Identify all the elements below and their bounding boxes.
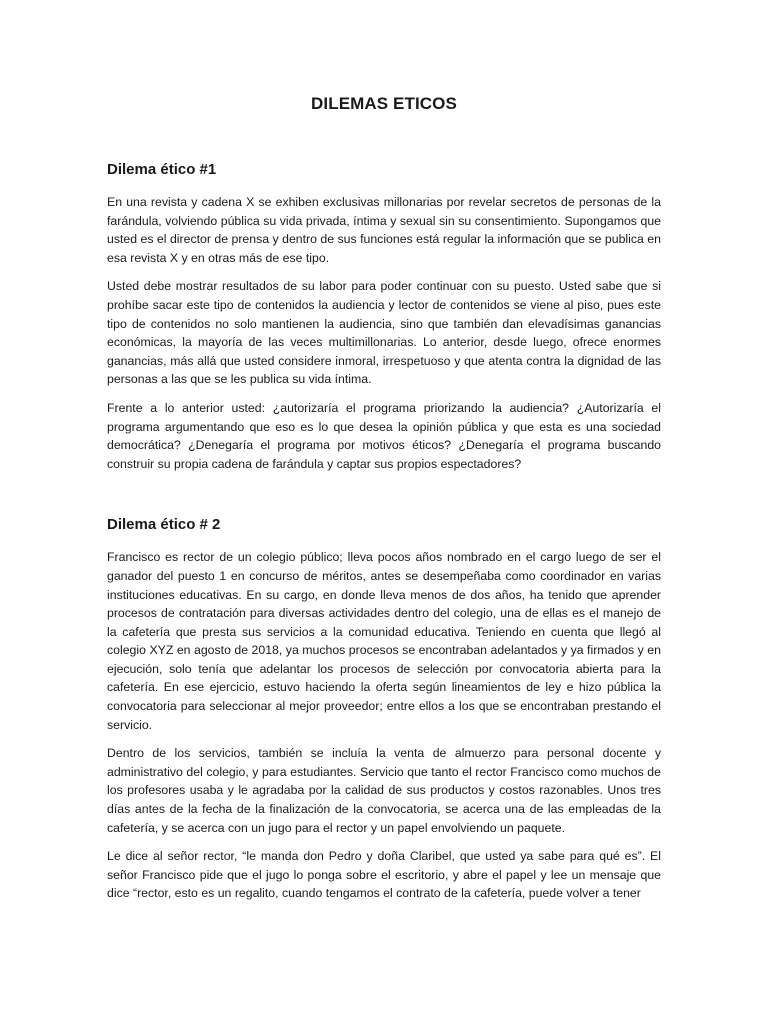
paragraph: Dentro de los servicios, también se incluía la venta de almuerzo para personal docente y administrativo del colegio, y para estudiantes. Servicio que tanto el rector Francisco como muchos de los profesores usaba y le agradaba por la calidad de sus productos y costos razonables. Unos tres días antes de la fecha de la finalización de la convocatoria, se acerca una de las empleadas de la cafetería, y se acerca con un jugo para el rector y un papel envolviendo un paquete. bbox=[107, 746, 661, 835]
paragraph: Frente a lo anterior usted: ¿autorizaría el programa priorizando la audiencia? ¿Autorizaría el programa argumentando que eso es lo que desea la opinión pública y que esta es una sociedad democrática? ¿Denegaría el programa por motivos éticos? ¿Denegaría el programa buscando construir su propia cadena de farándula y captar sus propios espectadores? bbox=[107, 400, 661, 471]
document-title: DILEMAS ETICOS bbox=[311, 94, 457, 113]
document-body bbox=[107, 92, 661, 913]
section-heading: Dilema ético #1 bbox=[107, 161, 217, 178]
paragraph: Usted debe mostrar resultados de su labor para poder continuar con su puesto. Usted sabe que si prohíbe sacar este tipo de contenidos la audiencia y lector de contenidos se viene al piso, pues este tipo de contenidos no solo mantienen la audiencia, sino que también dan elevadísimas ganancias económicas, la mayoría de las veces multimillonarias. Lo anterior, desde luego, ofrece enormes ganancias, más allá que usted considere inmoral, irrespetuoso y que atenta contra la dignidad de las personas a las que se les publica su vida íntima. bbox=[107, 279, 661, 387]
paragraph: Le dice al señor rector, “le manda don Pedro y doña Claribel, que usted ya sabe para qué es”. El señor Francisco pide que el jugo lo ponga sobre el escritorio, y abre el papel y lee un mensaje que dice “rector, esto es un regalito, cuando tengamos el contrato de la cafetería, puede volver a tener bbox=[107, 849, 661, 901]
paragraph: Francisco es rector de un colegio público; lleva pocos años nombrado en el cargo luego de ser el ganador del puesto 1 en concurso de méritos, antes se desempeñaba como coordinador en varias instituciones educativas. En su cargo, en donde lleva menos de dos años, ha tenido que aprender procesos de contratación para diversas actividades dentro del colegio, una de ellas es el manejo de la cafetería que presta sus servicios a la comunidad educativa. Teniendo en cuenta que llegó al colegio XYZ en agosto de 2018, ya muchos procesos se encontraban adelantados y ya firmados y en ejecución, solo tenía que adelantar los procesos de selección por convocatoria abierta para la cafetería. En ese ejercicio, estuvo haciendo la oferta según lineamientos de ley e hizo pública la convocatoria para seleccionar al mejor proveedor; entre ellos a los que se encontraban prestando el servicio. bbox=[107, 550, 661, 732]
dilemma-section-1 bbox=[107, 160, 661, 473]
section-spacer bbox=[107, 483, 661, 515]
dilemma-section-2 bbox=[107, 515, 661, 903]
section-heading: Dilema ético # 2 bbox=[107, 516, 221, 534]
paragraph: En una revista y cadena X se exhiben exclusivas millonarias por revelar secretos de personas de la farándula, volviendo pública su vida privada, íntima y sexual sin su consentimiento. Supongamos que usted es el director de prensa y dentro de sus funciones está regular la información que se publica en esa revista X y en otras más de ese tipo. bbox=[107, 195, 661, 265]
